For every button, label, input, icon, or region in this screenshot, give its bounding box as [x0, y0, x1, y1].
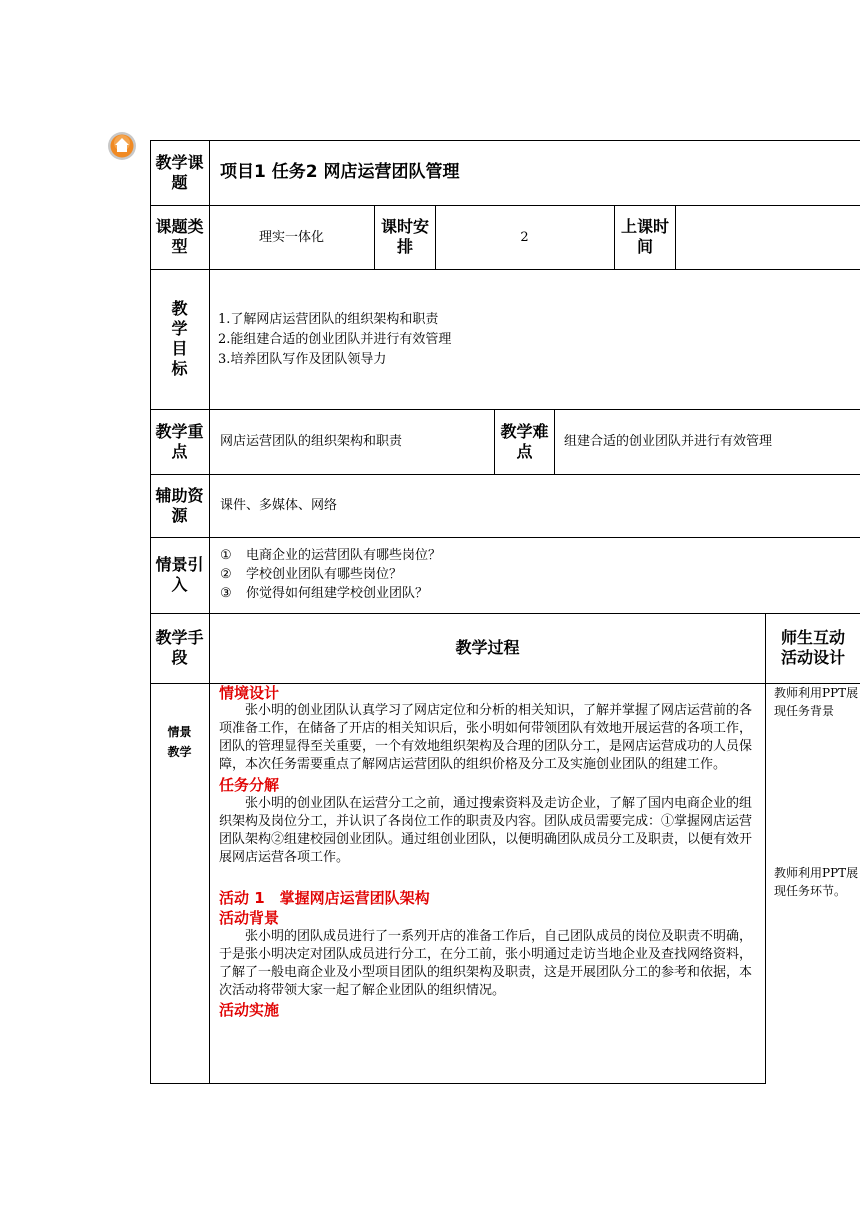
lesson-plan-table: [150, 140, 860, 1084]
goal-item: 1.了解网店运营团队的组织架构和职责: [218, 312, 439, 327]
intro-list: [220, 546, 441, 603]
section-title: 活动 1 掌握网店运营团队架构: [219, 889, 430, 907]
process-content: [219, 684, 757, 1020]
topic-label: 教学课题: [155, 152, 204, 192]
goals-label: 教学目标: [171, 299, 188, 378]
key-value: 网店运营团队的组织架构和职责: [220, 434, 403, 449]
section-title: 活动背景: [219, 909, 280, 927]
type-value: 理实一体化: [258, 230, 324, 245]
difficulty-value: 组建合适的创业团队并进行有效管理: [564, 434, 773, 449]
type-label: 课题类型: [155, 217, 204, 256]
goal-item: 2.能组建合适的创业团队并进行有效管理: [218, 332, 452, 347]
resources-label: 辅助资源: [155, 485, 204, 525]
goal-item: 3.培养团队写作及团队领导力: [218, 352, 387, 367]
hours-label: 课时安排: [380, 217, 429, 256]
section-title: 情境设计: [219, 684, 280, 702]
topic-title: 项目1 任务2 网店运营团队管理: [220, 162, 460, 182]
teacher-note: 教师利用PPT展现任务环节。: [774, 866, 859, 898]
goals-list: [218, 310, 451, 370]
intro-item: ③ 你觉得如何组建学校创业团队？: [220, 586, 429, 601]
teacher-note: 教师利用PPT展现任务背景: [774, 686, 859, 718]
intro-label: 情景引入: [155, 555, 204, 594]
resources-value: 课件、多媒体、网络: [220, 498, 338, 513]
key-label: 教学重点: [155, 421, 204, 461]
home-icon: [107, 131, 137, 161]
time-label: 上课时间: [620, 217, 669, 256]
section-text: 张小明的创业团队在运营分工之前，通过搜索资料及走访企业，了解了国内电商企业的组织架构及岗位分工，并认识了各岗位工作的职责及内容。团队成员需要完成：①掌握网店运营团队架构②组建校园创业团队。通过组创业团队，以便明确团队成员分工及职责，以便有效开展网店运营各项工作。: [219, 796, 753, 865]
intro-item: ① 电商企业的运营团队有哪些岗位？: [220, 548, 442, 563]
section-text: 张小明的创业团队认真学习了网店定位和分析的相关知识，了解并掌握了网店运营前的各项准备工作，在储备了开店的相关知识后，张小明如何带领团队有效地开展运营的各项工作，团队的管理显得至关重要，一个有效地组织架构及合理的团队分工，是网店运营成功的人员保障，本次任务需要重点了解网店运营团队的组织价格及分工及实施创业团队的组建工作。: [219, 703, 753, 772]
stage-label: 情景教学: [167, 725, 192, 759]
section-text: 张小明的团队成员进行了一系列开店的准备工作后，自己团队成员的岗位及职责不明确，于是张小明决定对团队成员进行分工，在分工前，张小明通过走访当地企业及查找网络资料，了解了一般电商企业及小型项目团队的组织架构及职责，这是开展团队分工的参考和依据，本次活动将带领大家一起了解企业团队的组织情况。: [219, 929, 753, 998]
section-title: 任务分解: [219, 776, 280, 794]
intro-item: ② 学校创业团队有哪些岗位？: [220, 567, 403, 582]
interaction-label: 师生互动活动设计: [780, 628, 845, 667]
difficulty-label: 教学难点: [500, 421, 549, 461]
hours-value: 2: [520, 230, 529, 245]
section-title: 活动实施: [219, 1001, 280, 1019]
process-label: 教学过程: [455, 638, 520, 657]
method-label: 教学手段: [155, 628, 204, 667]
